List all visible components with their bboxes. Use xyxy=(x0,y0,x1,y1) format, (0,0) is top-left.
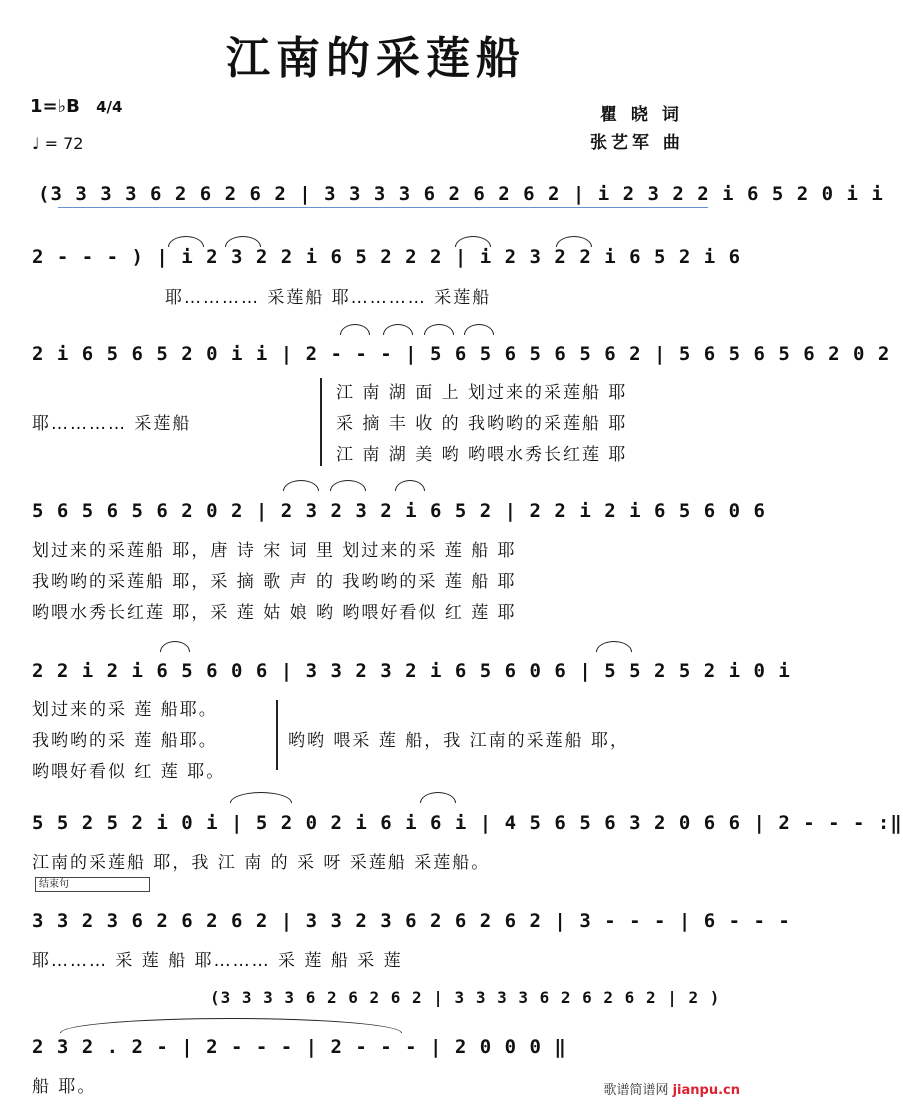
slur xyxy=(464,324,494,335)
notation-row-3: 2 i 6 5 6 5 2 0 i i | 2 - - - | 5 6 5 6 5 6 5 6 2 | 5 6 5 6 5 6 2 0 2 xyxy=(32,343,891,365)
tie xyxy=(60,1018,402,1033)
lyric-row-7: 耶……… 采 莲 船 耶……… 采 莲 船 采 莲 xyxy=(32,951,403,971)
slur xyxy=(168,236,204,247)
verse-bracket xyxy=(276,700,278,770)
slur xyxy=(424,324,454,335)
lyric-row-5-right: 哟哟 喂采 莲 船，我 江南的采莲船 耶， xyxy=(288,731,630,751)
lyric-row-3-left: 耶………… 采莲船 xyxy=(32,414,192,434)
lyric-row-6: 江南的采莲船 耶，我 江 南 的 采 呀 采莲船 采莲船。 xyxy=(32,853,491,873)
slur xyxy=(383,324,413,335)
notation-row-8-accompaniment: (3 3 3 3 6 2 6 2 6 2 | 3 3 3 3 6 2 6 2 6 2 | 2 ) xyxy=(210,988,721,1007)
lyric-row-4-verse-2: 我哟哟的采莲船 耶，采 摘 歌 声 的 我哟哟的采 莲 船 耶 xyxy=(32,572,517,592)
ending-marker: 结束句 xyxy=(35,877,150,892)
key-signature: 1=♭B 4/4 xyxy=(30,96,123,117)
slur xyxy=(160,641,190,652)
watermark-url: jianpu.cn xyxy=(672,1083,740,1098)
slur xyxy=(230,792,292,803)
notation-row-5: 2 2 i 2 i 6 5 6 0 6 | 3 3 2 3 2 i 6 5 6 0 6 | 5 5 2 5 2 i 0 i xyxy=(32,660,791,682)
slur xyxy=(330,480,366,491)
verse-1-line: 江 南 湖 面 上 划过来的采莲船 耶 xyxy=(336,383,628,403)
slur xyxy=(455,236,491,247)
lyric-row-5-verse-2: 我哟哟的采 莲 船耶。 xyxy=(32,731,218,751)
lyricist-credit: 瞿 晓 词 xyxy=(600,105,683,125)
lyric-row-8: 船 耶。 xyxy=(32,1077,97,1097)
lyric-row-4-verse-1: 划过来的采莲船 耶，唐 诗 宋 词 里 划过来的采 莲 船 耶 xyxy=(32,541,517,561)
notation-row-4: 5 6 5 6 5 6 2 0 2 | 2 3 2 3 2 i 6 5 2 | 2 2 i 2 i 6 5 6 0 6 xyxy=(32,500,766,522)
slur xyxy=(340,324,370,335)
lyric-row-5-verse-3: 哟喂好看似 红 莲 耶。 xyxy=(32,762,226,782)
watermark-site: 歌谱简谱网 xyxy=(603,1083,669,1098)
verse-3-line: 江 南 湖 美 哟 哟喂水秀长红莲 耶 xyxy=(336,445,628,465)
verse-bracket xyxy=(320,378,322,466)
slur xyxy=(395,480,425,491)
slur xyxy=(596,641,632,652)
notation-row-1: (3 3 3 3 6 2 6 2 6 2 | 3 3 3 3 6 2 6 2 6 2 | i 2 3 2 2 i 6 5 2 0 i i xyxy=(38,183,884,205)
beam-line xyxy=(58,207,708,208)
lyric-row-4-verse-3: 哟喂水秀长红莲 耶，采 莲 姑 娘 哟 哟喂好看似 红 莲 耶 xyxy=(32,603,517,623)
notation-row-8: 2 3 2 . 2 - | 2 - - - | 2 - - - | 2 0 0 0 ‖ xyxy=(32,1036,567,1058)
slur xyxy=(420,792,456,803)
verse-2-line: 采 摘 丰 收 的 我哟哟的采莲船 耶 xyxy=(336,414,628,434)
lyric-row-5-verse-1: 划过来的采 莲 船耶。 xyxy=(32,700,218,720)
song-title: 江南的采莲船 xyxy=(226,33,526,84)
slur xyxy=(283,480,319,491)
notation-row-7: 3 3 2 3 6 2 6 2 6 2 | 3 3 2 3 6 2 6 2 6 2 | 3 - - - | 6 - - - xyxy=(32,910,791,932)
notation-row-2: 2 - - - ) | i 2 3 2 2 i 6 5 2 2 2 | i 2 3 2 2 i 6 5 2 i 6 xyxy=(32,246,742,268)
time-signature: 4/4 xyxy=(96,98,123,116)
tempo-marking: ♩ = 72 xyxy=(32,134,84,153)
lyric-row-2: 耶………… 采莲船 耶………… 采莲船 xyxy=(165,288,492,308)
notation-row-6: 5 5 2 5 2 i 0 i | 5 2 0 2 i 6 i 6 i | 4 5 6 5 6 3 2 0 6 6 | 2 - - - :‖ xyxy=(32,812,903,834)
composer-credit: 张艺军 曲 xyxy=(590,133,684,153)
slur xyxy=(556,236,592,247)
slur xyxy=(225,236,261,247)
watermark xyxy=(603,1079,740,1098)
